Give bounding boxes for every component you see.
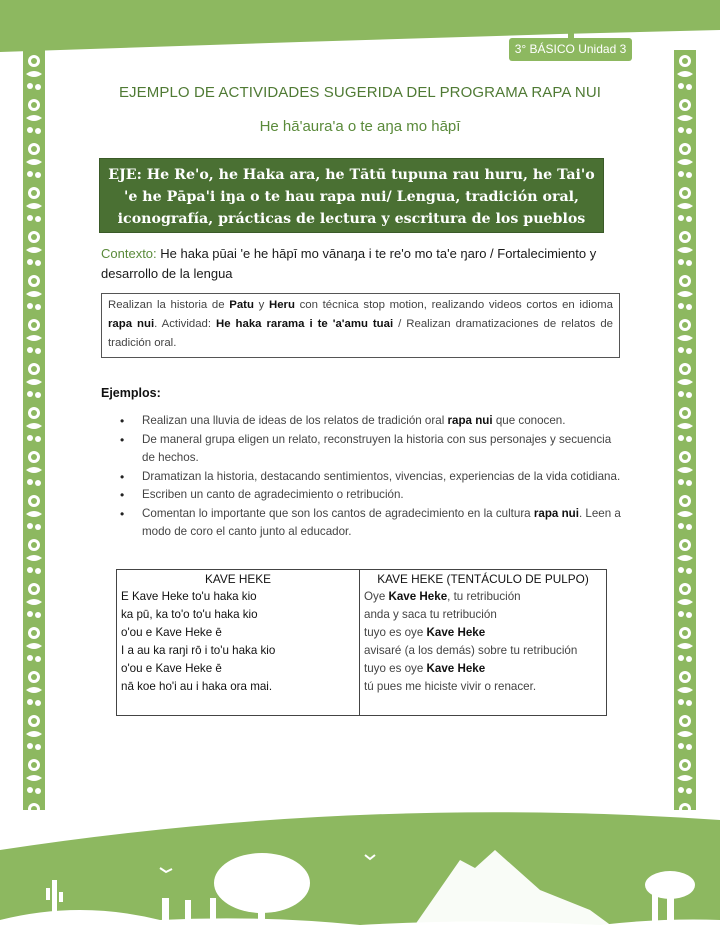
song-line: o'ou e Kave Heke ē [121,662,222,675]
activity-text: / Realizan dramatizaciones de relatos de tradición oral. [108,318,613,349]
right-decorative-border-icon [674,50,696,810]
item-text: . Leen a modo de coro el canto junto al educador. [142,506,621,538]
list-item [120,468,625,487]
song-line: nā koe ho'i au i haka ora mai. [121,680,273,693]
line-text: avisaré (a los demás) sobre tu retribución [364,644,578,657]
examples-list [120,412,625,542]
activity-text: y [253,299,269,311]
list-item [120,412,625,431]
song-line [364,642,602,660]
activity-bold: Heru [268,299,295,311]
item-text: Realizan una lluvia de ideas de los relatos de tradición oral [142,414,448,427]
line-bold: Kave Heke [388,590,448,603]
item-bold: rapa nui [447,414,493,427]
context-label: Contexto: [101,246,157,261]
song-line [364,588,602,606]
list-item [120,486,625,505]
song-line [364,678,602,696]
line-text: tuyo es oye [364,626,427,639]
activity-bold: Patu [229,299,254,311]
activity-text: con técnica stop motion, realizando videos cortos en idioma [294,299,613,311]
activity-text: Realizan la historia de [108,299,230,311]
song-spanish-title: KAVE HEKE (TENTÁCULO DE PULPO) [377,572,589,586]
bullet-icon: • [120,414,125,428]
item-text: De maneral grupa eligen un relato, reconstruyen la historia con sus personajes y secuencia de hechos. [142,432,612,464]
grade-unit-badge: 3° BÁSICO Unidad 3 [509,38,632,61]
song-rapanui-column [117,570,360,715]
song-line [364,606,602,624]
item-text: Escriben un canto de agradecimiento o retribución. [142,488,404,501]
song-table [116,569,607,716]
line-bold: Kave Heke [426,626,486,639]
bullet-icon: • [120,432,125,447]
activity-box [101,293,620,358]
activity-text: . Actividad: [154,318,217,330]
context-text: He haka pūai 'e he hāpī mo vānaŋa i te re'o mo ta'e ŋaro / Fortalecimiento y desarrollo de la lengua [101,246,597,281]
page-title: EJEMPLO DE ACTIVIDADES SUGERIDA DEL PROGRAMA RAPA NUI [118,84,602,101]
landscape-footer-illustration [0,780,720,932]
song-spanish-column [360,570,606,715]
item-bold: rapa nui [533,506,579,520]
left-decorative-border-icon [23,50,45,810]
song-line: I a au ka raŋi rō i to'u haka kio [121,644,276,657]
song-line: E Kave Heke to'u haka kio [121,590,257,603]
line-bold: Kave Heke [426,662,486,675]
song-line [364,660,602,678]
item-text: Dramatizan la historia, destacando sentimientos, vivencias, experiencias de la vida cotidiana. [142,469,621,483]
activity-bold: He haka rarama i te 'a'amu tuai [216,318,394,330]
line-text: anda y saca tu retribución [364,608,497,621]
line-text: tú pues me hiciste vivir o renacer. [364,680,537,693]
line-text: tuyo es oye [364,662,427,675]
bullet-icon: • [120,469,125,484]
item-text: que conocen. [492,414,566,427]
song-line [364,624,602,642]
bullet-icon: • [120,488,125,502]
item-text: Comentan lo importante que son los cantos de agradecimiento en la cultura [142,506,534,520]
context-paragraph [101,244,621,284]
page-subtitle: He hā'aura'a o te aŋa mo hāpī [259,118,461,135]
song-line: o'ou e Kave Heke ē [121,626,222,639]
bullet-icon: • [120,506,125,521]
list-item [120,431,625,468]
examples-heading: Ejemplos: [101,386,161,400]
song-rapanui-title: KAVE HEKE [204,572,271,586]
line-text: Oye [364,590,389,603]
eje-banner: EJE: He Re'o, he Haka ara, he Tātū tupuna rau huru, he Tai'o 'e he Pāpa'i iŋa o te hau rapa nui/ Lengua, tradición oral, iconografía, prácticas de lectura y escritura de los pueblos originarios. [99,158,604,233]
activity-bold: rapa nui [108,318,155,330]
list-item [120,505,625,542]
line-text: , tu retribución [447,590,521,603]
song-line: ka pū, ka to'o to'u haka kio [121,608,258,621]
